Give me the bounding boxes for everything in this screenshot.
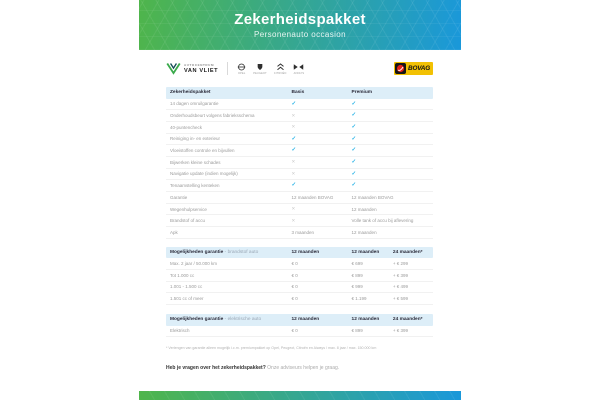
- bovag-emblem-icon: [395, 63, 406, 74]
- header-cell: 24 maanden*: [392, 317, 423, 323]
- check-icon: ✓: [351, 112, 357, 119]
- table-row: [166, 110, 433, 122]
- brand-label: PEUGEOT: [253, 71, 267, 75]
- cell-value: € 0: [291, 261, 298, 267]
- cell-value: + € 399: [392, 272, 409, 278]
- cell-value: € 899: [351, 328, 363, 334]
- table-header-row: [166, 247, 433, 259]
- cell-label: Wegenhulpservice: [170, 206, 207, 212]
- header-cell: 12 maanden: [291, 317, 320, 323]
- table-row: [166, 204, 433, 216]
- question-line: [166, 365, 433, 371]
- cell-value: + € 399: [392, 328, 409, 334]
- header-cell: Premium: [351, 90, 373, 96]
- cell-label: Apk: [170, 229, 178, 235]
- citroen-logo-icon: [274, 63, 287, 75]
- cell-label: Tenaamstelling kenteken: [170, 183, 220, 189]
- bovag-logo: [394, 62, 433, 75]
- header-cell: Zekerheidspakket: [170, 90, 211, 96]
- cell-label: Onderhoudsbeurt volgens fabrieksschema: [170, 113, 255, 119]
- question-rest: Onze adviseurs helpen je graag.: [267, 365, 340, 372]
- peugeot-logo-icon: [253, 63, 267, 75]
- cell-value: Volle tank of accu bij aflevering: [351, 218, 414, 224]
- check-icon: ✓: [351, 159, 357, 166]
- footnote: * Verlengen van garantie alleen mogelijk i.c.m. premiumpakket op Opel, Peugeot, Citroën en Aiways / max. 8 jaar / max. 150.000 km: [166, 346, 377, 351]
- table-row: [166, 293, 433, 305]
- cell-value: € 1.199: [351, 296, 367, 302]
- cell-value: 3 maanden: [291, 229, 315, 235]
- cell-value: € 0: [291, 296, 298, 302]
- logo-row: [139, 50, 461, 87]
- features-table: [166, 87, 433, 239]
- header-cell: 24 maanden*: [392, 250, 423, 255]
- dealer-name-bottom: VAN VLIET: [184, 68, 219, 74]
- dealer-name-top: AUTOCENTRUM: [184, 63, 215, 67]
- cell-value: € 0: [291, 272, 298, 278]
- cell-value: + € 499: [392, 284, 409, 290]
- cell-label: Vloeistoffen controle en bijvullen: [170, 148, 235, 154]
- table-row: [166, 169, 433, 181]
- brand-label: CITROËN: [273, 71, 287, 75]
- table-row: [166, 157, 433, 169]
- cell-label: 14 dagen omruilgarantie: [170, 101, 219, 107]
- brand-label: AIWAYS: [293, 71, 305, 75]
- bovag-label: BOVAG: [408, 65, 430, 72]
- cell-value: 12 maanden BOVAG: [291, 194, 334, 200]
- cell-label: Tot 1.000 cc: [170, 272, 195, 278]
- check-icon: ✓: [291, 147, 297, 154]
- cell-label: 40-puntencheck: [170, 124, 203, 130]
- flyer-page: [139, 0, 461, 400]
- cell-label: 1.001 - 1.500 cc: [170, 284, 203, 290]
- electric-warranty-table: [166, 314, 433, 337]
- table-header-row: [166, 87, 433, 99]
- cell-value: 12 maanden: [351, 229, 377, 235]
- cell-label: Navigatie update (indien mogelijk): [170, 171, 238, 177]
- table-row: [166, 326, 433, 338]
- header-cell: 12 maanden: [351, 317, 380, 323]
- brand-logos: [237, 63, 304, 75]
- check-icon: ✓: [351, 170, 357, 177]
- cross-icon: ✕: [291, 159, 296, 165]
- cell-label: Garantie: [170, 194, 188, 200]
- cell-value: + € 299: [392, 261, 409, 267]
- check-icon: ✓: [351, 135, 357, 142]
- table-row: [166, 145, 433, 157]
- dealer-logo: [166, 62, 218, 75]
- page-title: Zekerheidspakket: [234, 11, 366, 28]
- question-bold: Heb je vragen over het zekerheidspakket?: [166, 365, 266, 372]
- cell-label: Elektrisch: [170, 328, 190, 334]
- cell-label: Reiniging in- en exterieur: [170, 136, 221, 142]
- cell-value: + € 599: [392, 296, 409, 302]
- table-row: [166, 99, 433, 111]
- cell-label: 1.501 cc of meer: [170, 296, 204, 302]
- header-cell: Mogelijkheden garantie - elektrische auto: [170, 317, 262, 323]
- opel-logo-icon: [237, 63, 246, 75]
- table-row: [166, 134, 433, 146]
- header-cell: Mogelijkheden garantie - brandstof auto: [170, 250, 259, 255]
- aiways-logo-icon: [293, 63, 304, 75]
- header-cell: 12 maanden: [291, 250, 320, 255]
- cell-value: € 899: [351, 272, 363, 278]
- footer-gradient-bar: [139, 391, 461, 400]
- table-row: [166, 270, 433, 282]
- brand-label: OPEL: [237, 71, 246, 75]
- cell-label: Bijwerken kleine schades: [170, 159, 221, 165]
- check-icon: ✓: [351, 124, 357, 131]
- cell-label: Brandstof of accu: [170, 218, 206, 224]
- tables-area: [139, 87, 461, 371]
- table-row: [166, 282, 433, 294]
- header-cell: 12 maanden: [351, 250, 380, 255]
- logo-divider: [227, 62, 228, 75]
- cross-icon: ✕: [291, 171, 296, 177]
- cell-value: € 999: [351, 284, 363, 290]
- cell-value: 12 maanden: [351, 206, 377, 212]
- cell-label: Max. 2 jaar / 50.000 km: [170, 261, 218, 267]
- check-icon: ✓: [351, 182, 357, 189]
- table-row: [166, 258, 433, 270]
- van-vliet-v-icon: [166, 62, 181, 75]
- cell-value: € 699: [351, 261, 363, 267]
- cell-value: € 0: [291, 328, 298, 334]
- check-icon: ✓: [291, 100, 297, 107]
- page-subtitle: Personenauto occasion: [253, 30, 346, 39]
- cross-icon: ✕: [291, 112, 296, 118]
- header-banner: [139, 0, 461, 50]
- cross-icon: ✕: [291, 206, 296, 212]
- header-cell: Basis: [291, 90, 305, 96]
- check-icon: ✓: [351, 147, 357, 154]
- check-icon: ✓: [351, 100, 357, 107]
- cross-icon: ✕: [291, 124, 296, 130]
- cell-value: 12 maanden BOVAG: [351, 194, 394, 200]
- table-row: [166, 180, 433, 192]
- table-row: [166, 192, 433, 204]
- table-header-row: [166, 314, 433, 326]
- cross-icon: ✕: [291, 217, 296, 223]
- table-row: [166, 227, 433, 239]
- check-icon: ✓: [291, 135, 297, 142]
- check-icon: ✓: [291, 182, 297, 189]
- table-row: [166, 122, 433, 134]
- cell-value: € 0: [291, 284, 298, 290]
- fuel-warranty-table: [166, 247, 433, 305]
- table-row: [166, 215, 433, 227]
